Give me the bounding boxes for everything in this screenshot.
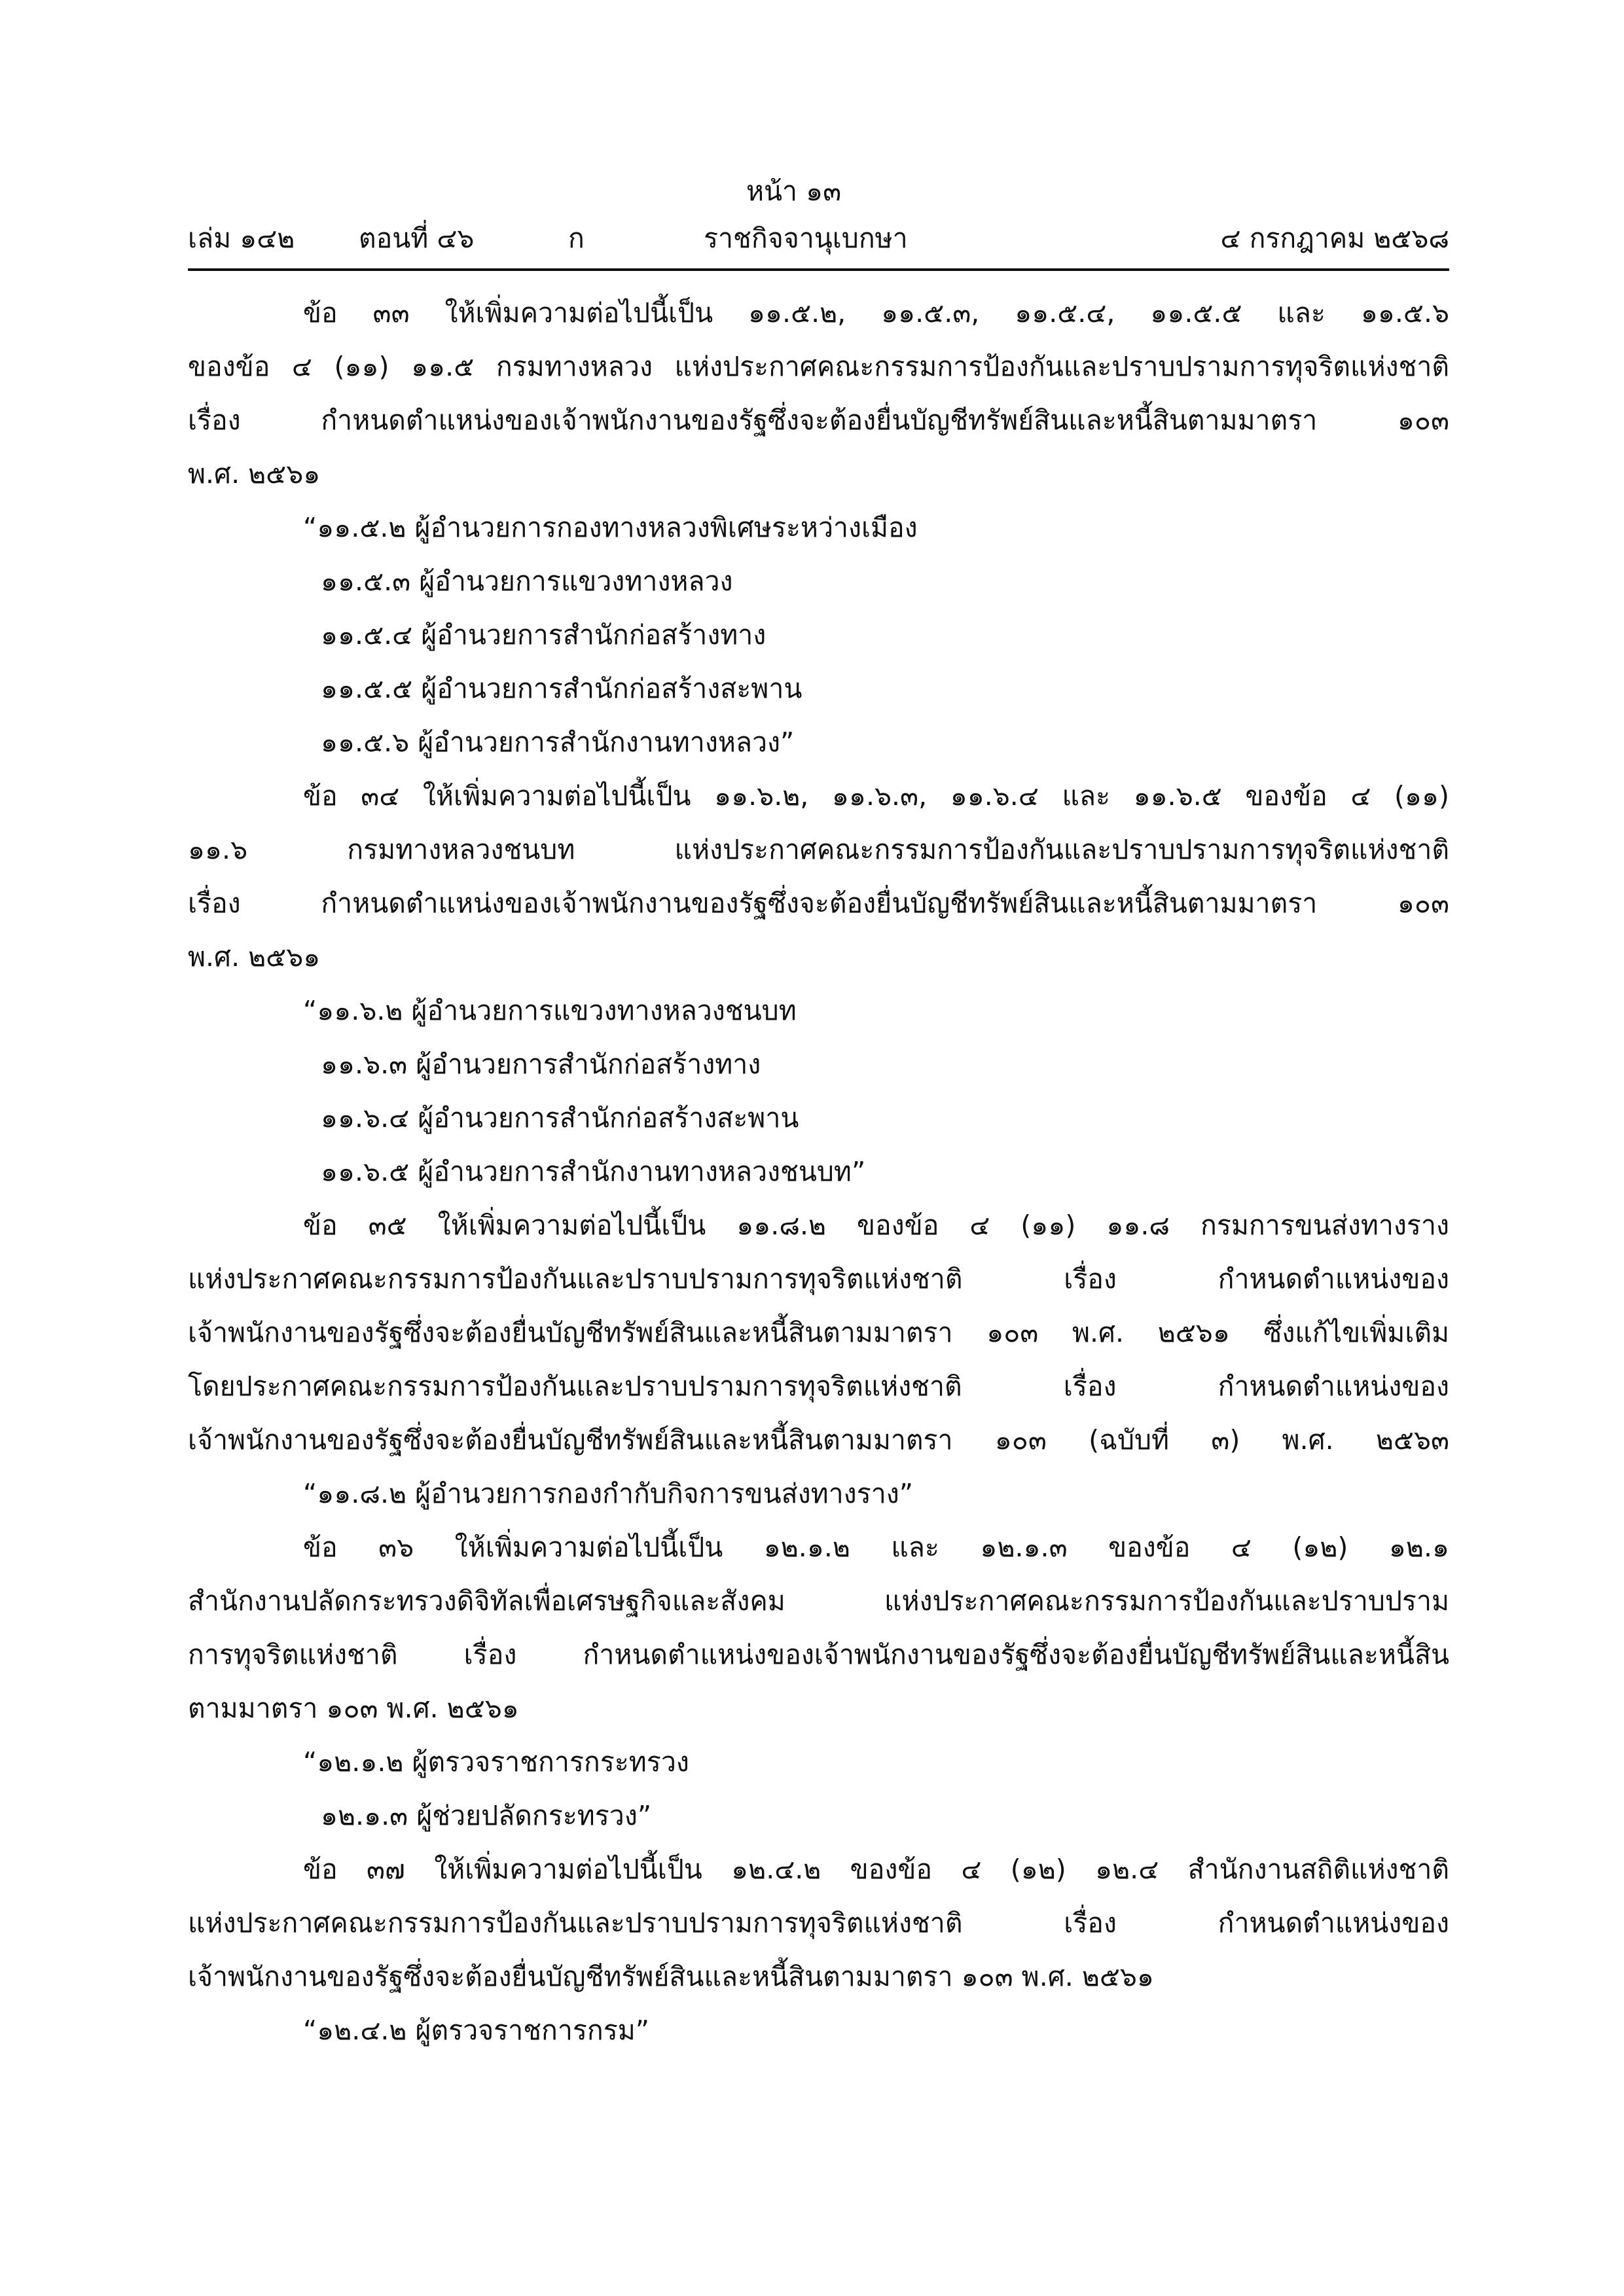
para-36-line-1: ข้อ ๓๖ ให้เพิ่มความต่อไปนี้เป็น ๑๒.๑.๒ และ ๑๒.๑.๓ ของข้อ ๔ (๑๒) ๑๒.๑ [303, 1532, 1449, 1563]
para-33-line-2: ของข้อ ๔ (๑๑) ๑๑.๕ กรมทางหลวง แห่งประกาศคณะกรรมการป้องกันและปราบปรามการทุจริตแห่งชาติ [188, 351, 1449, 382]
journal-title: ราชกิจจานุเบกษา [704, 223, 908, 254]
para-33-line-4: พ.ศ. ๒๕๖๑ [188, 458, 321, 490]
page-number: หน้า ๑๓ [746, 175, 842, 207]
item-12-1-2: “๑๒.๑.๒ ผู้ตรวจราชการกระทรวง [303, 1746, 689, 1778]
para-35-line-1: ข้อ ๓๕ ให้เพิ่มความต่อไปนี้เป็น ๑๑.๘.๒ ของข้อ ๔ (๑๑) ๑๑.๘ กรมการขนส่งทางราง [303, 1210, 1449, 1241]
publication-date: ๔ กรกฎาคม ๒๕๖๘ [1220, 223, 1449, 254]
para-36-line-4: ตามมาตรา ๑๐๓ พ.ศ. ๒๕๖๑ [188, 1693, 519, 1724]
para-35-line-3: เจ้าพนักงานของรัฐซึ่งจะต้องยื่นบัญชีทรัพย์สินและหนี้สินตามมาตรา ๑๐๓ พ.ศ. ๒๕๖๑ ซึ่งแก้ไขเพิ่มเติม [188, 1317, 1449, 1348]
item-11-5-3: ๑๑.๕.๓ ผู้อำนวยการแขวงทางหลวง [321, 565, 733, 597]
para-35-line-2: แห่งประกาศคณะกรรมการป้องกันและปราบปรามการทุจริตแห่งชาติ เรื่อง กำหนดตำแหน่งของ [188, 1263, 1449, 1295]
item-11-5-6: ๑๑.๕.๖ ผู้อำนวยการสำนักงานทางหลวง” [321, 726, 795, 758]
para-33-line-1: ข้อ ๓๓ ให้เพิ่มความต่อไปนี้เป็น ๑๑.๕.๒, ๑๑.๕.๓, ๑๑.๕.๔, ๑๑.๕.๕ และ ๑๑.๕.๖ [303, 297, 1449, 329]
para-37-line-1: ข้อ ๓๗ ให้เพิ่มความต่อไปนี้เป็น ๑๒.๔.๒ ของข้อ ๔ (๑๒) ๑๒.๔ สำนักงานสถิติแห่งชาติ [303, 1854, 1449, 1885]
item-12-4-2: “๑๒.๔.๒ ผู้ตรวจราชการกรม” [303, 2015, 650, 2046]
para-34-line-1: ข้อ ๓๔ ให้เพิ่มความต่อไปนี้เป็น ๑๑.๖.๒, ๑๑.๖.๓, ๑๑.๖.๔ และ ๑๑.๖.๕ ของข้อ ๔ (๑๑) [303, 780, 1449, 812]
volume-label: เล่ม ๑๔๒ [188, 223, 295, 254]
item-11-6-3: ๑๑.๖.๓ ผู้อำนวยการสำนักก่อสร้างทาง [321, 1049, 761, 1080]
item-11-8-2: “๑๑.๘.๒ ผู้อำนวยการกองกำกับกิจการขนส่งทางราง” [303, 1478, 914, 1509]
header-rule [188, 268, 1449, 271]
para-34-line-2: ๑๑.๖ กรมทางหลวงชนบท แห่งประกาศคณะกรรมการป้องกันและปราบปรามการทุจริตแห่งชาติ [188, 834, 1449, 865]
para-35-line-5: เจ้าพนักงานของรัฐซึ่งจะต้องยื่นบัญชีทรัพย์สินและหนี้สินตามมาตรา ๑๐๓ (ฉบับที่ ๓) พ.ศ. ๒๕๖๓ [188, 1424, 1449, 1456]
item-12-1-3: ๑๒.๑.๓ ผู้ช่วยปลัดกระทรวง” [321, 1800, 652, 1831]
item-11-5-5: ๑๑.๕.๕ ผู้อำนวยการสำนักก่อสร้างสะพาน [321, 673, 803, 704]
item-11-5-4: ๑๑.๕.๔ ผู้อำนวยการสำนักก่อสร้างทาง [321, 619, 767, 651]
item-11-5-2: “๑๑.๕.๒ ผู้อำนวยการกองทางหลวงพิเศษระหว่างเมือง [303, 512, 918, 543]
para-36-line-3: การทุจริตแห่งชาติ เรื่อง กำหนดตำแหน่งของเจ้าพนักงานของรัฐซึ่งจะต้องยื่นบัญชีทรัพย์สินและหนี้สิน [188, 1639, 1449, 1670]
item-11-6-4: ๑๑.๖.๔ ผู้อำนวยการสำนักก่อสร้างสะพาน [321, 1102, 799, 1134]
para-34-line-3: เรื่อง กำหนดตำแหน่งของเจ้าพนักงานของรัฐซึ่งจะต้องยื่นบัญชีทรัพย์สินและหนี้สินตามมาตรา ๑๐๓ [188, 888, 1449, 919]
issue-label: ตอนที่ ๔๖ [359, 223, 475, 254]
para-36-line-2: สำนักงานปลัดกระทรวงดิจิทัลเพื่อเศรษฐกิจและสังคม แห่งประกาศคณะกรรมการป้องกันและปราบปราม [188, 1585, 1449, 1617]
para-34-line-4: พ.ศ. ๒๕๖๑ [188, 941, 321, 973]
item-11-6-5: ๑๑.๖.๕ ผู้อำนวยการสำนักงานทางหลวงชนบท” [321, 1156, 866, 1187]
para-37-line-3: เจ้าพนักงานของรัฐซึ่งจะต้องยื่นบัญชีทรัพย์สินและหนี้สินตามมาตรา ๑๐๓ พ.ศ. ๒๕๖๑ [188, 1961, 1154, 1992]
para-37-line-2: แห่งประกาศคณะกรรมการป้องกันและปราบปรามการทุจริตแห่งชาติ เรื่อง กำหนดตำแหน่งของ [188, 1907, 1449, 1939]
section-label: ก [568, 223, 585, 254]
para-35-line-4: โดยประกาศคณะกรรมการป้องกันและปราบปรามการทุจริตแห่งชาติ เรื่อง กำหนดตำแหน่งของ [188, 1371, 1449, 1402]
para-33-line-3: เรื่อง กำหนดตำแหน่งของเจ้าพนักงานของรัฐซึ่งจะต้องยื่นบัญชีทรัพย์สินและหนี้สินตามมาตรา ๑๐๓ [188, 404, 1449, 436]
item-11-6-2: “๑๑.๖.๒ ผู้อำนวยการแขวงทางหลวงชนบท [303, 995, 797, 1026]
